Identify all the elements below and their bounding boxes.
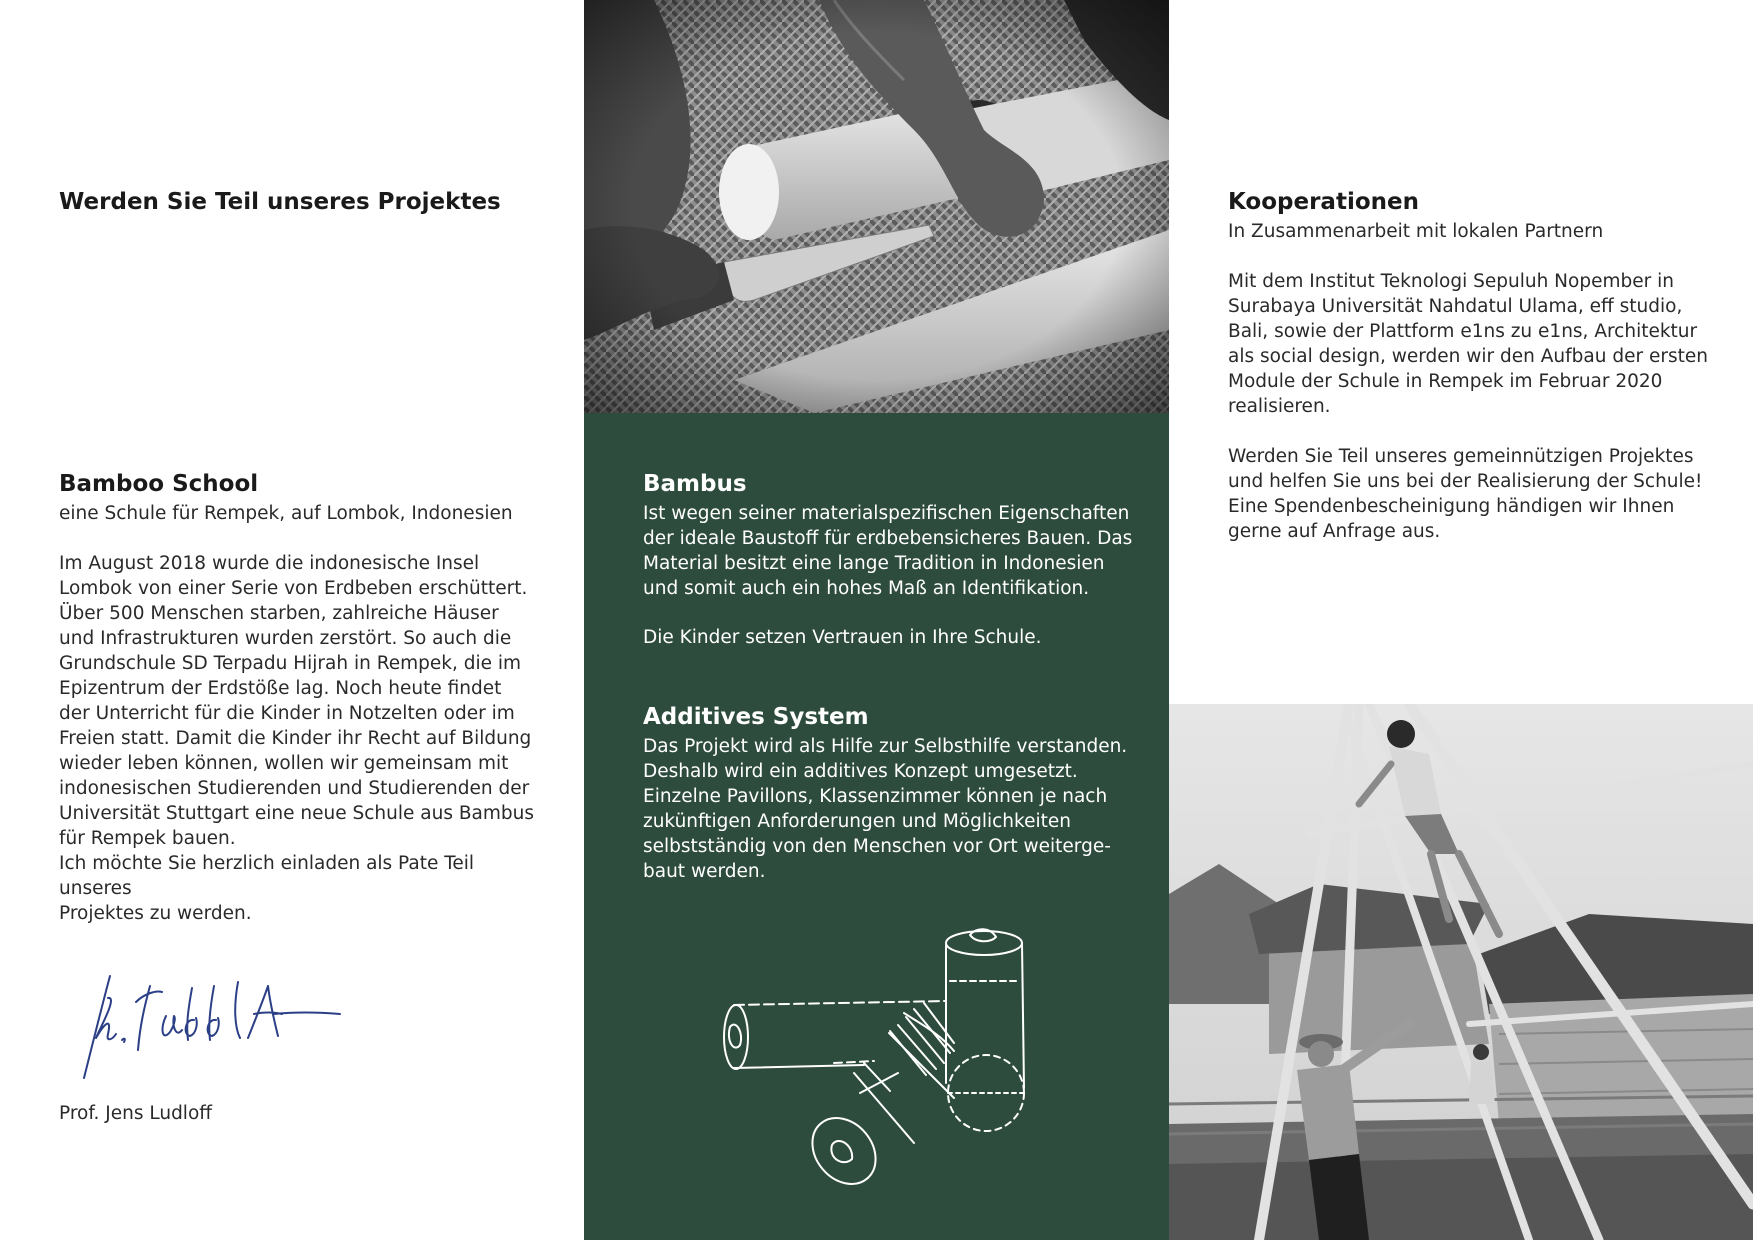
donation-call: Werden Sie Teil unseres gemeinnützigen Projektes und helfen Sie uns bei der Realisierung der Schule! Eine Spendenbescheinigung händigen wir Ihnen gerne auf Anfrage aus. bbox=[1228, 446, 1703, 542]
cooperation-title: Kooperationen bbox=[1228, 189, 1419, 215]
green-info-block bbox=[584, 413, 1169, 1240]
bamboo-school-body: Im August 2018 wurde die indonesische Insel Lombok von einer Serie von Erdbeben erschüttert. Über 500 Menschen starben, zahlreiche Häuser und Infrastrukturen wurden zerstört. So auch die Grundschule SD Terpadu Hijrah in Rempek, die im Epizentrum der Erdstöße lag. Noch heute findet der Unterricht für die Kinder in Notzelten oder im Freien statt. Damit die Kinder ihr Recht auf Bildung wieder leben können, wollen wir gemeinsam mit indonesischen Studierenden und Studierenden der Universität Stuttgart eine neue Schule aus Bambus für Rempek bauen. Ich möchte Sie herzlich einladen als Pate Teil unseres Projektes zu werden. bbox=[59, 553, 535, 924]
bambus-title: Bambus bbox=[643, 471, 747, 497]
middle-panel bbox=[584, 0, 1169, 1240]
left-panel bbox=[0, 0, 584, 1240]
page-heading: Werden Sie Teil unseres Projektes bbox=[59, 189, 501, 215]
additive-system-body: Das Projekt wird als Hilfe zur Selbsthilfe verstanden. Deshalb wird ein additives Konzept umgesetzt. Einzelne Pavillons, Klassenzimmer können je nach zukünftigen Anforderungen und Möglichkeiten selbstständig von den Menschen vor Ort weiterge- baut werden. bbox=[643, 736, 1128, 882]
bambus-children-note: Die Kinder setzen Vertrauen in Ihre Schule. bbox=[643, 627, 1042, 648]
bamboo-school-title: Bamboo School bbox=[59, 471, 259, 497]
signature-image bbox=[78, 968, 348, 1086]
bamboo-joint-drawing-icon bbox=[714, 923, 1044, 1193]
signatory-name: Prof. Jens Ludloff bbox=[59, 1103, 213, 1124]
bamboo-school-subtitle: eine Schule für Rempek, auf Lombok, Indonesien bbox=[59, 503, 513, 524]
bambus-body: Ist wegen seiner materialspezifischen Eigenschaften der ideale Baustoff für erdbebensicheres Bauen. Das Material besitzt eine lange Tradition in Indonesien und somit auch ein hohes Maß an Identifikation. bbox=[643, 503, 1133, 599]
cooperation-subtitle: In Zusammenarbeit mit lokalen Partnern bbox=[1228, 221, 1604, 242]
cooperation-body: Mit dem Institut Teknologi Sepuluh Nopember in Surabaya Universität Nahdatul Ulama, eff studio, Bali, sowie der Plattform e1ns zu e1ns, Architektur als social design, werden wir den Aufbau der ersten Module der Schule in Rempek im Februar 2020 realisieren. bbox=[1228, 271, 1708, 417]
photo-bamboo-construction bbox=[1169, 704, 1753, 1240]
additive-system-title: Additives System bbox=[643, 704, 869, 730]
photo-hands-cutting-bamboo bbox=[584, 0, 1169, 413]
right-panel bbox=[1169, 0, 1753, 1240]
